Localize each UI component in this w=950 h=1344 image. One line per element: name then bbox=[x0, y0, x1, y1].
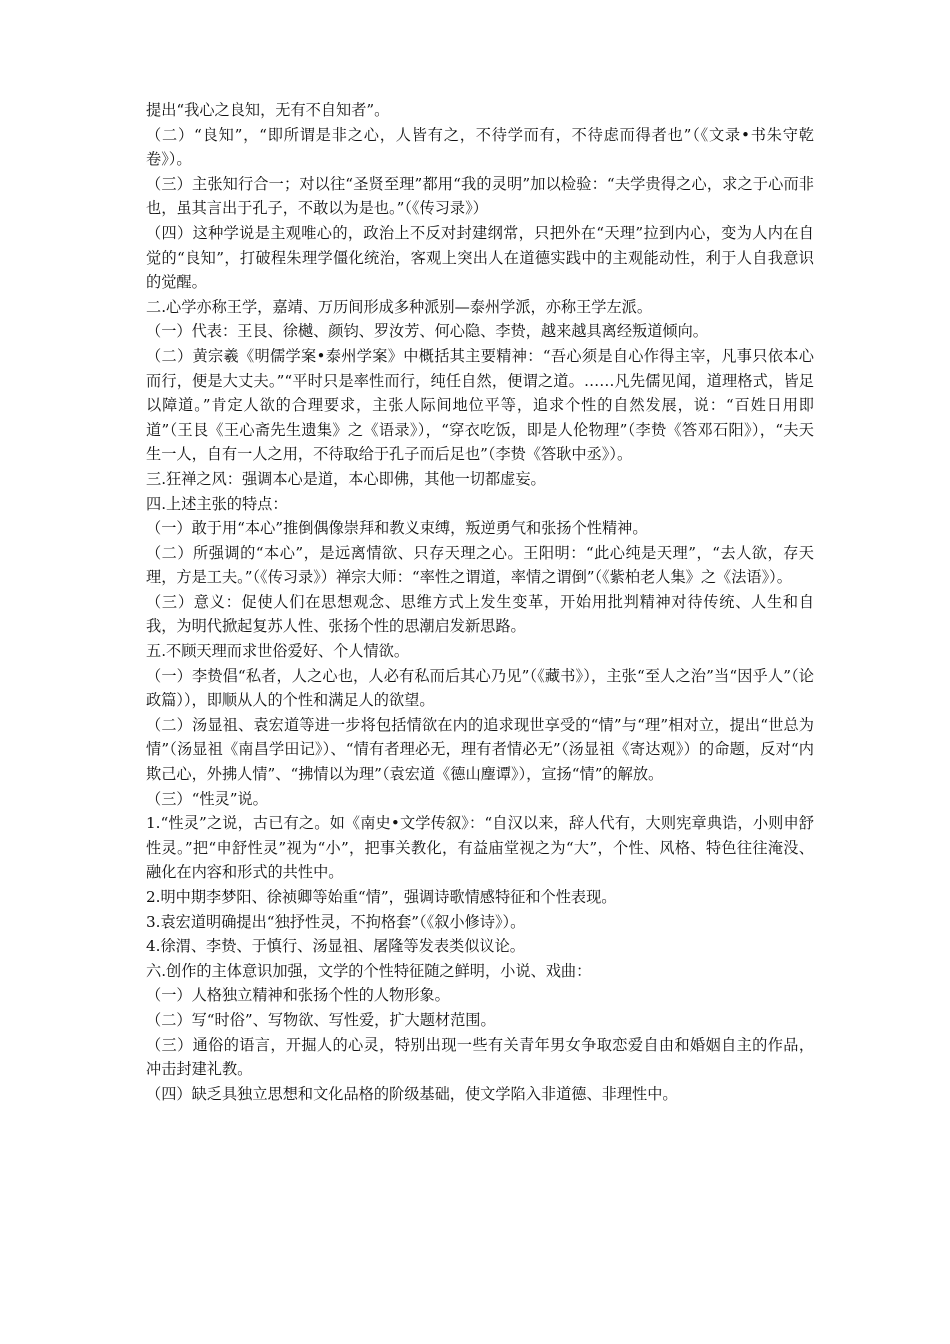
paragraph: （一）敢于用“本心”推倒偶像崇拜和教义束缚，叛逆勇气和张扬个性精神。 bbox=[146, 519, 648, 538]
paragraph: （一）代表：王艮、徐樾、颜钧、罗汝芳、何心隐、李贽，越来越具离经叛道倾向。 bbox=[146, 322, 708, 341]
paragraph: 提出“我心之良知，无有不自知者”。 bbox=[146, 101, 390, 119]
section-heading: 二.心学亦称王学，嘉靖、万历间形成多种派别—泰州学派，亦称王学左派。 bbox=[146, 297, 653, 316]
paragraph: 3.袁宏道明确提出“独抒性灵，不拘格套”（《叙小修诗》）。 bbox=[146, 912, 526, 931]
paragraph: 2.明中期李梦阳、徐祯卿等始重“情”，强调诗歌情感特征和个性表现。 bbox=[146, 888, 617, 906]
paragraph: 1.“性灵”之说，古已有之。如《南史•文学传叙》：“自汉以来，辞人代有，大则宪章典诰，小则申舒性灵。”把“申舒性灵”视为“小”，把事关教化，有益庙堂视之为“大”，个性、风格、特色往往淹没、融化在内容和形式的共性中。 bbox=[146, 814, 814, 882]
paragraph: （三）通俗的语言，开掘人的心灵，特别出现一些有关青年男女争取恋爱自由和婚姻自主的作品，冲击封建礼教。 bbox=[146, 1035, 814, 1079]
paragraph: （三）“性灵”说。 bbox=[146, 789, 268, 808]
section-heading: 四.上述主张的特点： bbox=[146, 494, 288, 513]
paragraph: （三）意义：促使人们在思想观念、思维方式上发生变革，开始用批判精神对待传统、人生和自我，为明代掀起复苏人性、张扬个性的思潮启发新思路。 bbox=[146, 592, 814, 636]
section-heading: 六.创作的主体意识加强，文学的个性特征随之鲜明，小说、戏曲： bbox=[146, 961, 592, 980]
paragraph: （一）人格独立精神和张扬个性的人物形象。 bbox=[146, 986, 450, 1005]
document-body bbox=[146, 98, 814, 1106]
paragraph: （二）汤显祖、袁宏道等进一步将包括情欲在内的追求现世享受的“情”与“理”相对立，提出“世总为情”（汤显祖《南昌学田记》）、“情有者理必无，理有者情必无”（汤显祖《寄达观》）的命题，反对“内欺己心，外拂人情”、“拂情以为理”（袁宏道《德山麈谭》），宣扬“情”的解放。 bbox=[146, 715, 814, 784]
paragraph: （二）黄宗羲《明儒学案•泰州学案》中概括其主要精神：“吾心须是自心作得主宰，凡事只依本心而行，便是大丈夫。”“平时只是率性而行，纯任自然，便谓之道。……凡先儒见闻，道理格式，皆足以障道。”肯定人欲的合理要求，主张人际间地位平等，追求个性的自然发展，说：“百姓日用即道”（王艮《王心斋先生遗集》之《语录》），“穿衣吃饭，即是人伦物理”（李贽《答邓石阳》），“夫天生一人，自有一人之用，不待取给于孔子而后足也”（李贽《答耿中丞》）。 bbox=[146, 346, 814, 464]
section-heading: 三.狂禅之风：强调本心是道，本心即佛，其他一切都虚妄。 bbox=[146, 469, 546, 488]
paragraph: （一）李贽倡“私者，人之心也，人必有私而后其心乃见”（《藏书》），主张“至人之治”当“因乎人”（论政篇）），即顺从人的个性和满足人的欲望。 bbox=[146, 666, 814, 710]
paragraph: （二）写“时俗”、写物欲、写性爱，扩大题材范围。 bbox=[146, 1010, 496, 1029]
paragraph: （二）“良知”，“即所谓是非之心，人皆有之，不待学而有，不待虑而得者也”（《文录•书朱守乾卷》）。 bbox=[146, 125, 814, 169]
paragraph: （三）主张知行合一；对以往“圣贤至理”都用“我的灵明”加以检验：“夫学贵得之心，求之于心而非也，虽其言出于孔子，不敢以为是也。”（《传习录》） bbox=[146, 174, 814, 218]
paragraph: 4.徐渭、李贽、于慎行、汤显祖、屠隆等发表类似议论。 bbox=[146, 937, 525, 956]
paragraph: （二）所强调的“本心”，是远离情欲、只存天理之心。王阳明：“此心纯是天理”，“去人欲，存天理，方是工夫。”（《传习录》）禅宗大师：“率性之谓道，率情之谓倒”（《紫柏老人集》之《法语》）。 bbox=[146, 543, 814, 587]
paragraph: （四）缺乏具独立思想和文化品格的阶级基础，使文学陷入非道德、非理性中。 bbox=[146, 1084, 678, 1103]
paragraph: （四）这种学说是主观唯心的，政治上不反对封建纲常，只把外在“天理”拉到内心，变为人内在自觉的“良知”，打破程朱理学僵化统治，客观上突出人在道德实践中的主观能动性，利于人自我意识的觉醒。 bbox=[146, 223, 814, 292]
section-heading: 五.不顾天理而求世俗爱好、个人情欲。 bbox=[146, 642, 410, 661]
